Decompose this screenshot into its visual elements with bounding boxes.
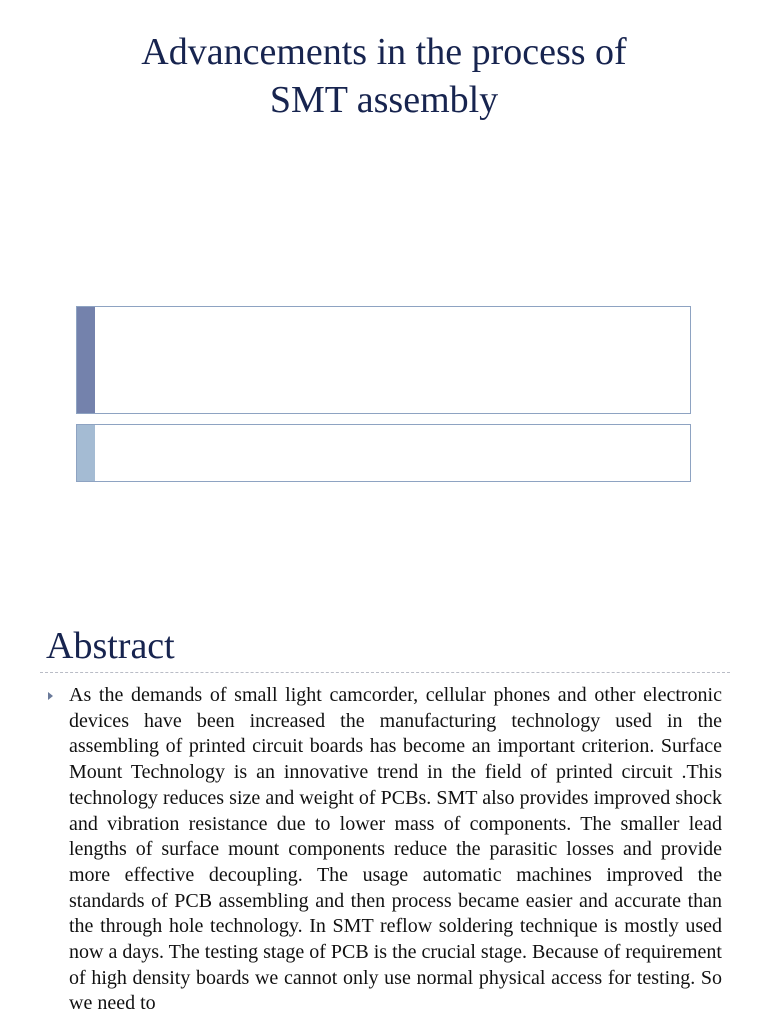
triangle-right-icon xyxy=(48,692,53,700)
abstract-bullet-list xyxy=(0,683,768,1017)
abstract-paragraph: As the demands of small light camcorder, cellular phones and other electronic devices have been increased the manufacturing technology used in the assembling of printed circuit boards has become an important criterion. Surface Mount Technology is an innovative trend in the field of printed circuit .This technology reduces size and weight of PCBs. SMT also provides improved shock and vibration resistance due to lower mass of components. The smaller lead lengths of surface mount components reduce the parasitic losses and provide more effective decoupling. The usage automatic machines improved the standards of PCB assembling and then process became easier and accurate than the through hole technology. In SMT reflow soldering technique is mostly used now a days. The testing stage of PCB is the crucial stage. Because of requirement of high density boards we cannot only use normal physical access for testing. So we need to xyxy=(69,684,722,1015)
abstract-heading: Abstract xyxy=(46,625,175,667)
subtitle-accent-bar xyxy=(77,307,95,413)
list-item xyxy=(0,683,768,1017)
title-line-1: Advancements in the process of xyxy=(141,31,627,73)
slide-title xyxy=(0,28,768,124)
author-placeholder-box xyxy=(76,424,691,482)
heading-divider xyxy=(40,672,730,673)
author-accent-bar xyxy=(77,425,95,481)
subtitle-placeholder-box xyxy=(76,306,691,414)
title-line-2: SMT assembly xyxy=(269,79,499,121)
